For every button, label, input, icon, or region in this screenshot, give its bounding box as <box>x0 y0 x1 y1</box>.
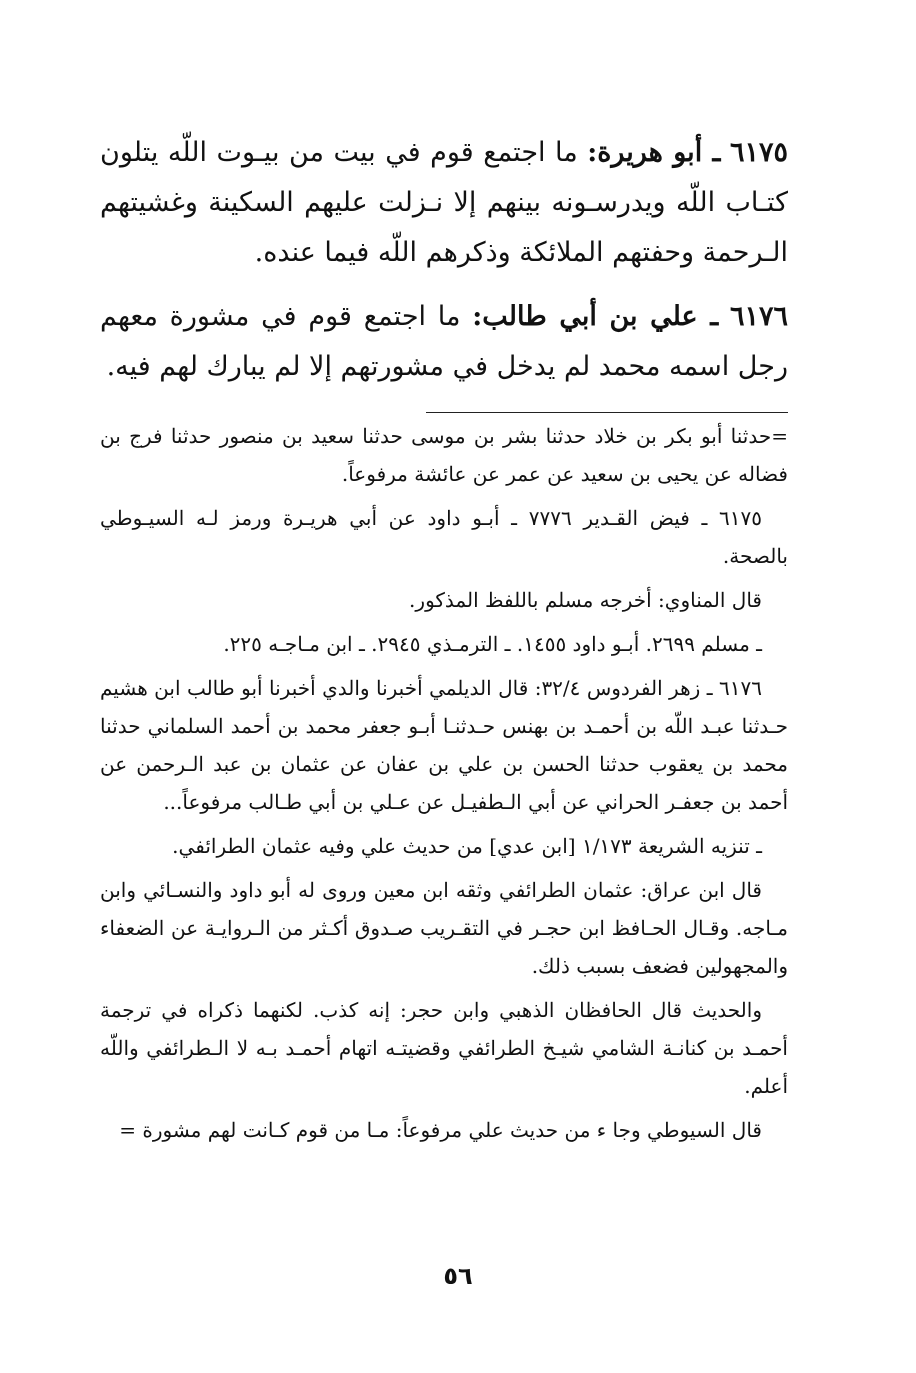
main-text <box>100 128 788 392</box>
footnote-suyuti: قال السيوطي وجا ء من حديث علي مرفوعاً: مـا من قوم كـانت لهم مشورة = <box>119 1118 762 1142</box>
footnote-references: ـ مسلم ٢٦٩٩. أبـو داود ١٤٥٥. ـ الترمـذي ٢٩٤٥. ـ ابن مـاجـه ٢٢٥. <box>223 632 762 656</box>
footnote-6175: ٦١٧٥ ـ فيض القـدير ٧٧٧٦ ـ أبـو داود عن أبي هريـرة ورمز لـه السيـوطي بالصحة. <box>100 506 788 568</box>
entry-narrator: أبو هريرة: <box>587 137 703 168</box>
footnote-divider <box>426 412 788 413</box>
footnote-hadith-verdict: والحديث قال الحافظان الذهبي وابن حجر: إنه كذب. لكنهما ذكراه في ترجمة أحمـد بن كنانـة الشامي شيـخ الطرائفي وقضيتـه اتهام أحمـد بـه لا الـطرائفي واللّه أعلم. <box>100 998 788 1098</box>
footnote-ibn-iraq: قال ابن عراق: عثمان الطرائفي وثقه ابن معين وروى له أبو داود والنسـائي وابن مـاجه. وقـال الحـافظ ابن حجـر في التقـريب صـدوق أكـثر من الـروايـة عن الضعفاء والمجهولين فضعف بسبب ذلك. <box>100 878 788 978</box>
page-body <box>100 128 788 1155</box>
entry-number: ٦١٧٥ <box>729 137 788 168</box>
hadith-entry-6175: ٦١٧٥ ـ أبو هريرة: ما اجتمع قوم في بيت من بيـوت اللّه يتلون كتـاب اللّه ويدرسـونه بينهم إلا نـزلت عليهم السكينة وغشيتهم الـرحمة وحفتهم الملائكة وذكرهم اللّه فيما عنده. <box>100 137 788 268</box>
hadith-entry-6176: ٦١٧٦ ـ علي بن أبي طالب: ما اجتمع قوم في مشورة معهم رجل اسمه محمد لم يدخل في مشورتهم إلا لم يبارك لهم فيه. <box>100 301 788 382</box>
footnote-munawi: قال المناوي: أخرجه مسلم باللفظ المذكور. <box>409 588 762 612</box>
footnote-continuation: =حدثنا أبو بكر بن خلاد حدثنا بشر بن موسى حدثنا سعيد بن منصور حدثنا فرج بن فضاله عن يحيى بن سعيد عن عمر عن عائشة مرفوعاً. <box>100 424 788 486</box>
footnote-6176: ٦١٧٦ ـ زهر الفردوس ٣٢/٤: قال الديلمي أخبرنا والدي أخبرنا أبو طالب ابن هشيم حـدثنا عبـد اللّه بن أحمـد بن بهنس حـدثنـا أبـو جعفر محمد بن أحمد السلماني حدثنا محمد بن يعقوب حدثنا الحسن بن علي بن عفان عن عثمان بن عبد الـرحمن عن أحمد بن جعفـر الحراني عن أبي الـطفيـل عن عـلي بن أبي طـالب مرفوعاً... <box>100 676 788 814</box>
page-number: ٥٦ <box>443 1262 473 1290</box>
entry-narrator: علي بن أبي طالب: <box>472 301 698 332</box>
footnote-tanzih: ـ تنزيه الشريعة ١/١٧٣ [ابن عدي] من حديث علي وفيه عثمان الطرائفي. <box>172 834 762 858</box>
entry-text: ما اجتمع قوم في مشورة معهم رجل اسمه محمد لم يدخل في مشورتهم إلا لم يبارك لهم فيه. <box>100 301 788 382</box>
footnote-divider-wrap <box>100 406 788 417</box>
footnotes <box>100 417 788 1149</box>
entry-text: ما اجتمع قوم في بيت من بيـوت اللّه يتلون كتـاب اللّه ويدرسـونه بينهم إلا نـزلت عليهم السكينة وغشيتهم الـرحمة وحفتهم الملائكة وذكرهم اللّه فيما عنده. <box>100 137 788 268</box>
entry-number: ٦١٧٦ <box>729 301 788 332</box>
